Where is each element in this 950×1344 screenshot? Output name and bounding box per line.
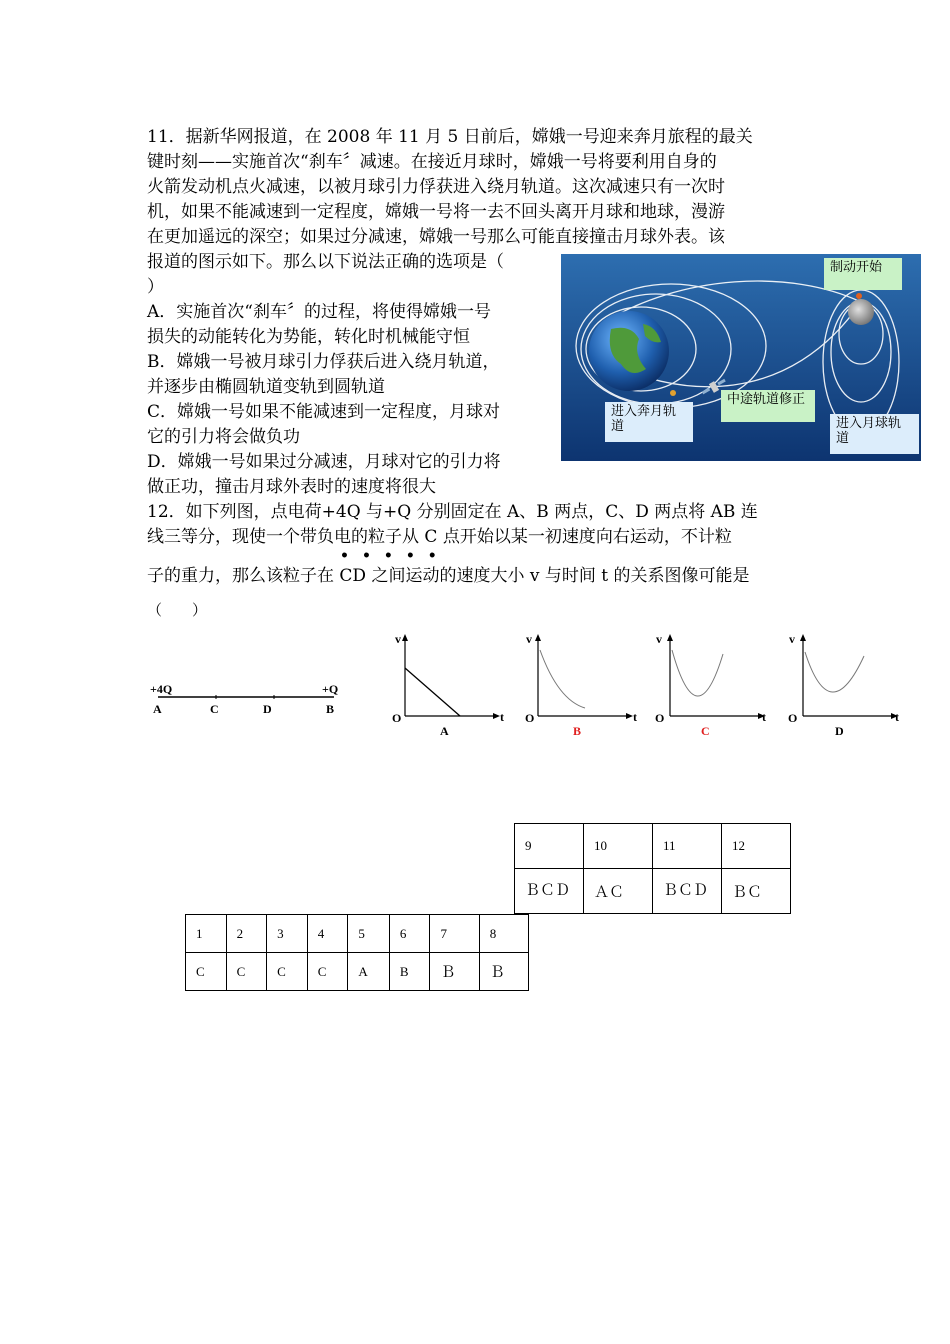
answer-table-1-8-numbers <box>186 915 529 953</box>
q11-line-5: 在更加遥远的深空；如果过分减速，嫦娥一号那么可能直接撞击月球外表。该 <box>147 227 725 247</box>
q11-line-6: 报道的图示如下。那么以下说法正确的选项是（ <box>147 252 504 272</box>
vt-graph-d-axes <box>788 630 908 742</box>
vt-c-origin: O <box>655 711 665 725</box>
vt-a-axis-v: v <box>395 632 401 646</box>
vt-graph-a-axes <box>390 630 510 742</box>
answer-12: ＢＣ <box>722 869 791 914</box>
answer-number-7: 7 <box>430 915 479 953</box>
charge-right-label: +Q <box>322 682 339 696</box>
answer-table-1-8 <box>185 914 529 991</box>
moon <box>848 299 874 325</box>
q11-option-a-line-1: A．实施首次“刹车〞的过程，将使得嫦娥一号 <box>147 302 491 322</box>
answer-2: C <box>226 953 267 991</box>
vt-a-axis-t: t <box>500 710 504 724</box>
vt-d-axis-t: t <box>895 710 899 724</box>
answer-number-5: 5 <box>348 915 390 953</box>
vt-b-label: B <box>573 724 582 738</box>
vt-a-origin: O <box>392 711 402 725</box>
answer-table-9-12 <box>514 823 791 914</box>
q12-line-2: 线三等分，现使一个带负电的粒子从 C 点开始以某一初速度向右运动，不计粒 <box>147 527 732 547</box>
vt-d-origin: O <box>788 711 798 725</box>
answer-number-11: 11 <box>653 824 722 869</box>
answer-7: Ｂ <box>430 953 479 991</box>
vt-graph-a <box>390 630 510 742</box>
answer-table-9-12-answers <box>515 869 791 914</box>
vt-c-label: C <box>701 724 710 738</box>
answer-9: ＢＣＤ <box>515 869 584 914</box>
q11-line-3: 火箭发动机点火减速，以被月球引力俘获进入绕月轨道。这次减速只有一次时 <box>147 177 725 197</box>
vt-c-axis-t: t <box>762 710 766 724</box>
answer-11: ＢＣＤ <box>653 869 722 914</box>
answer-number-9: 9 <box>515 824 584 869</box>
answer-6: B <box>389 953 430 991</box>
vt-c-axis-v: v <box>656 632 662 646</box>
vt-graph-c-axes <box>655 630 775 742</box>
answer-number-2: 2 <box>226 915 267 953</box>
answer-number-8: 8 <box>479 915 528 953</box>
answer-number-3: 3 <box>267 915 308 953</box>
answer-4: C <box>307 953 348 991</box>
q11-option-c-line-2: 它的引力将会做负功 <box>147 427 300 447</box>
q12-line-1: 12．如下列图，点电荷+4Q 与+Q 分别固定在 A、B 两点，C、D 两点将 AB 连 <box>147 502 758 522</box>
q11-option-d-line-1: D．嫦娥一号如果过分减速，月球对它的引力将 <box>147 452 501 472</box>
q11-line-2: 键时刻——实施首次“刹车〞减速。在接近月球时，嫦娥一号将要利用自身的 <box>147 152 717 172</box>
vt-a-label: A <box>440 724 449 738</box>
figure-label-enter-lunar: 进入月球轨道 <box>830 414 919 454</box>
answer-3: C <box>267 953 308 991</box>
answer-number-4: 4 <box>307 915 348 953</box>
answer-1: C <box>186 953 227 991</box>
point-d-label: D <box>263 702 272 716</box>
figure-label-enter-transfer: 进入奔月轨道 <box>605 402 693 442</box>
vt-b-axis-v: v <box>526 632 532 646</box>
vt-graph-d <box>788 630 908 742</box>
vt-b-origin: O <box>525 711 535 725</box>
q12-line-3: 子的重力，那么该粒子在 CD 之间运动的速度大小 v 与时间 t 的关系图像可能是 <box>147 566 750 586</box>
q11-option-b-line-2: 并逐步由椭圆轨道变轨到圆轨道 <box>147 377 385 397</box>
figure-label-brake: 制动开始 <box>824 258 902 290</box>
q11-option-c-line-1: C．嫦娥一号如果不能减速到一定程度，月球对 <box>147 402 501 422</box>
answer-5: A <box>348 953 390 991</box>
charge-line <box>148 678 348 718</box>
answer-8: Ｂ <box>479 953 528 991</box>
answer-table-1-8-answers <box>186 953 529 991</box>
point-c-label: C <box>210 702 219 716</box>
charge-diagram <box>148 678 348 718</box>
answer-number-10: 10 <box>584 824 653 869</box>
q11-option-b-line-1: B．嫦娥一号被月球引力俘获后进入绕月轨道， <box>147 352 500 372</box>
vt-graph-b <box>523 630 643 742</box>
answer-table-9-12-numbers <box>515 824 791 869</box>
vt-graph-c <box>655 630 775 742</box>
answer-number-6: 6 <box>389 915 430 953</box>
q11-option-a-line-2: 损失的动能转化为势能，转化时机械能守恒 <box>147 327 470 347</box>
q11-line-1: 11．据新华网报道，在 2008 年 11 月 5 日前后，嫦娥一号迎来奔月旅程的最关 <box>147 127 753 147</box>
figure-label-midcourse: 中途轨道修正 <box>721 390 815 422</box>
answer-10: ＡＣ <box>584 869 653 914</box>
vt-d-label: D <box>835 724 844 738</box>
answer-number-12: 12 <box>722 824 791 869</box>
point-a-label: A <box>153 702 162 716</box>
vt-d-axis-v: v <box>789 632 795 646</box>
emphasis-dots: ••••• <box>340 548 450 564</box>
point-b-label: B <box>326 702 335 716</box>
charge-left-label: +4Q <box>150 682 173 696</box>
q11-option-d-line-2: 做正功，撞击月球外表时的速度将很大 <box>147 477 436 497</box>
vt-b-axis-t: t <box>633 710 637 724</box>
answer-number-1: 1 <box>186 915 227 953</box>
q11-line-4: 机，如果不能减速到一定程度，嫦娥一号将一去不回头离开月球和地球，漫游 <box>147 202 725 222</box>
vt-graph-b-axes <box>523 630 643 742</box>
q12-answer-bracket: （ ） <box>147 601 208 619</box>
q11-line-7: ） <box>147 277 164 297</box>
change-orbit-figure <box>561 254 921 461</box>
